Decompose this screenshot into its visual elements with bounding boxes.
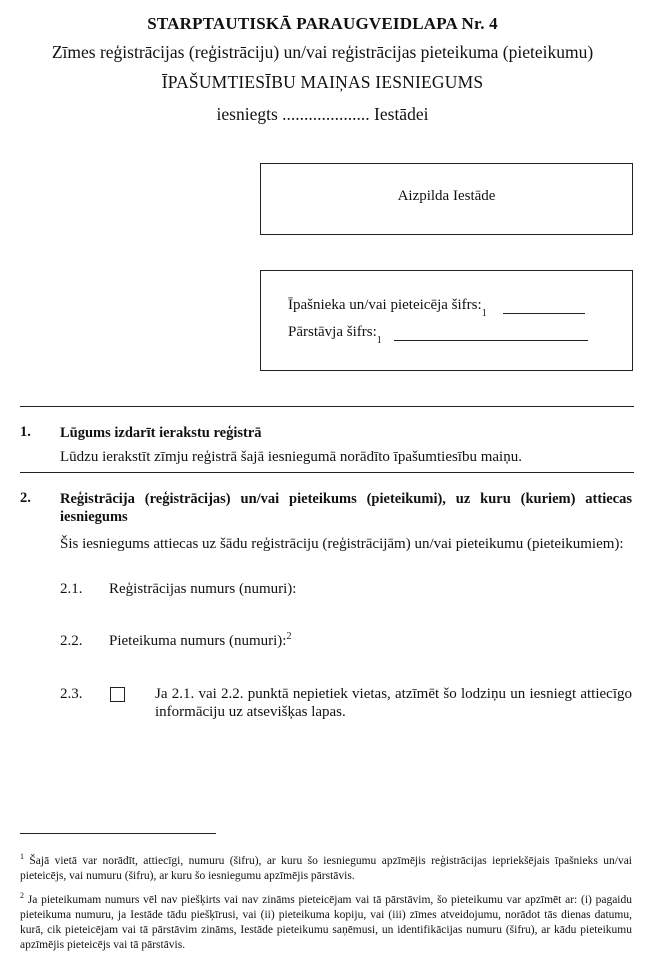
section-divider	[20, 406, 634, 407]
owner-code-field[interactable]	[503, 313, 585, 314]
item-2-1-number: 2.1.	[60, 581, 83, 597]
owner-code-label: Īpašnieka un/vai pieteicēja šifrs:	[288, 297, 482, 313]
footnote-1-text: Šajā vietā var norādīt, attiecīgi, numuru (šifru), ar kuru šo iesniegumu apzīmējis reģistrācijas iepriekšējais īpašnieks un/vai pieteicējs, vai numuru (šifru), ar kuru šo iesniegumu apzīmējis pārstāvis.	[20, 855, 632, 882]
representative-code-row: Pārstāvja šifrs: 1	[288, 324, 588, 341]
codes-box	[260, 270, 633, 371]
extra-sheet-instruction: Ja 2.1. vai 2.2. punktā nepietiek vietas, atzīmēt šo lodziņu un iesniegt attiecīgo informāciju uz atsevišķas lapas.	[155, 686, 632, 720]
form-title: STARPTAUTISKĀ PARAUGVEIDLAPA Nr. 4	[147, 14, 498, 33]
footnote-2-text: Ja pieteikumam numurs vēl nav piešķirts vai nav zināms pieteicējam vai tā pārstāvim, šo pieteikumu var apzīmēt ar: (i) pagaidu pieteikuma numuru, ja Iestāde tādu piešķīrusi, vai (ii) pieteikuma kopiju, vai (iii) zīmes atveidojumu, norādot tās dienas datumu, kurā, cik pieteicējam vai tā pārstāvim zināms, Iestāde pieteikumu saņēmusi, un identifikācijas numuru (šifru), ar kādu pieteikumu apzīmējis pieteicējs vai tā pārstāvis.	[20, 894, 633, 951]
representative-code-label: Pārstāvja šifrs:	[288, 324, 377, 340]
section-1-number: 1.	[20, 424, 31, 440]
section-2-heading: Reģistrācija (reģistrācijas) un/vai pieteikums (pieteikumi), uz kuru (kuriem) attiecas iesniegums	[60, 491, 632, 525]
extra-sheet-checkbox[interactable]	[110, 687, 125, 702]
section-2-number: 2.	[20, 490, 31, 506]
form-subtitle: Zīmes reģistrācijas (reģistrāciju) un/vai reģistrācijas pieteikuma (pieteikumu)	[51, 42, 594, 62]
footnote-ref-2: 2	[286, 631, 292, 642]
submitted-to-line: iesniegts .................... Iestādei	[216, 104, 429, 124]
footnote-2	[20, 893, 632, 953]
representative-code-field[interactable]	[394, 340, 588, 341]
application-numbers-row	[109, 633, 291, 650]
footnote-1	[20, 854, 632, 884]
form-name: ĪPAŠUMTIESĪBU MAIŅAS IESNIEGUMS	[161, 72, 484, 92]
footnote-1-mark: 1	[20, 852, 24, 862]
section-divider	[20, 472, 634, 473]
application-numbers-label: Pieteikuma numurs (numuri):	[109, 633, 287, 649]
footnote-2-mark: 2	[20, 891, 24, 901]
item-2-2-number: 2.2.	[60, 633, 83, 649]
section-1-heading: Lūgums izdarīt ierakstu reģistrā	[60, 425, 262, 441]
item-2-3-number: 2.3.	[60, 686, 83, 702]
section-1-body: Lūdzu ierakstīt zīmju reģistrā šajā iesniegumā norādīto īpašumtiesību maiņu.	[60, 449, 522, 465]
registration-numbers-label: Reģistrācijas numurs (numuri):	[109, 581, 297, 597]
footnote-separator	[20, 833, 216, 834]
section-2-body: Šis iesniegums attiecas uz šādu reģistrāciju (reģistrācijām) un/vai pieteikumu (pieteikumiem):	[60, 536, 624, 552]
office-use-label: Aizpilda Iestāde	[397, 188, 496, 204]
owner-code-row: Īpašnieka un/vai pieteicēja šifrs: 1	[288, 297, 585, 314]
